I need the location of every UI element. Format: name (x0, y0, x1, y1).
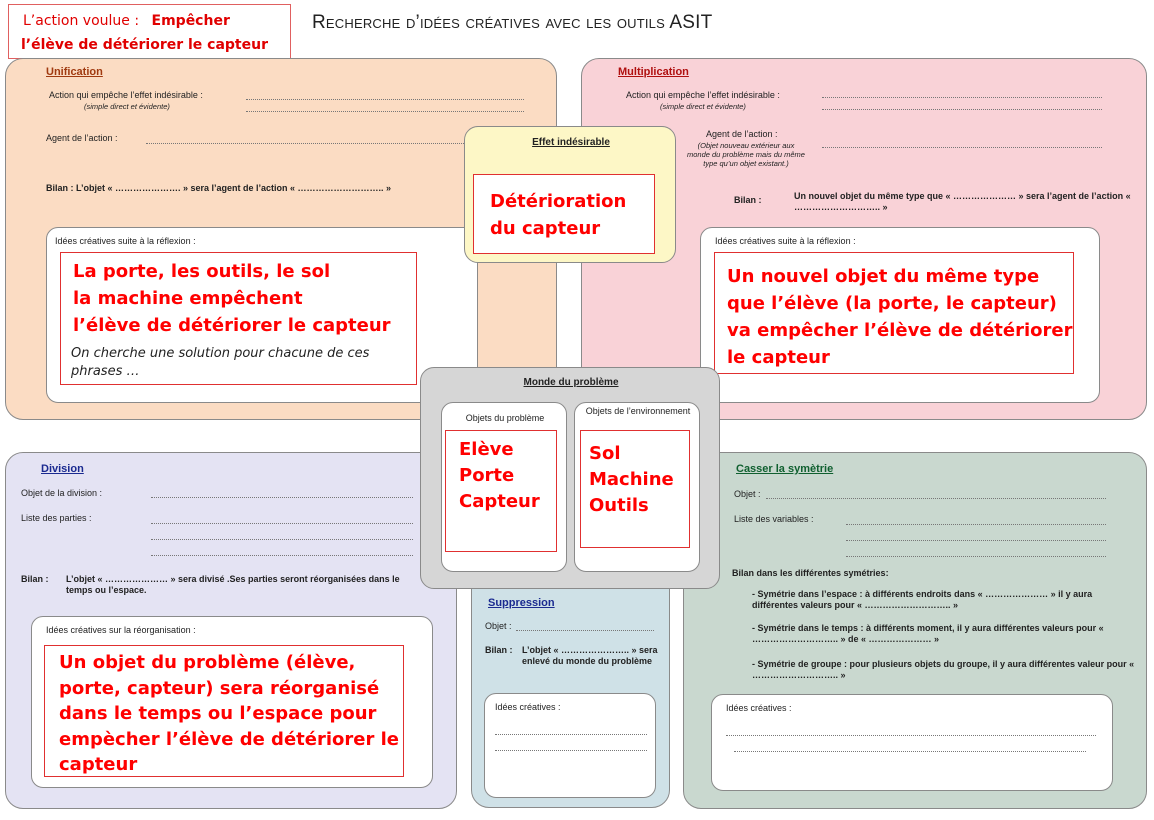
action-voulue-box (8, 4, 291, 59)
suppression-title: Suppression (488, 597, 555, 609)
suppression-ideas-label: Idées créatives : (495, 702, 561, 712)
multiplication-action-note: (simple direct et évidente) (660, 102, 746, 111)
effet-answer: Détérioration du capteur (490, 191, 627, 239)
unification-bilan: Bilan : L’objet « …………………. » sera l’agent de l’action « ……………………….. » (46, 183, 392, 193)
monde-col2-answer-box (580, 430, 690, 548)
multiplication-agent-note: (Objet nouveau extérieur aux monde du problème mais du même type qu’un objet existant.) (687, 141, 805, 168)
unification-agent-label: Agent de l’action : (46, 133, 118, 143)
effet-answer-box (473, 174, 655, 254)
monde-col1-answer-box (445, 430, 557, 552)
division-answer-box (44, 645, 404, 777)
multiplication-ideas-label: Idées créatives suite à la réflexion : (715, 236, 856, 246)
effet-title: Effet indésirable (532, 137, 610, 148)
division-answer: Un objet du problème (élève, porte, capteur) sera réorganisé dans le temps ou l’espace pour empècher l’élève de détériorer le capteur (59, 652, 399, 775)
symetrie-ideas-box (711, 694, 1113, 791)
multiplication-bilan-label: Bilan : (734, 195, 762, 205)
symetrie-objet-label: Objet : (734, 489, 761, 499)
symetrie-groupe: - Symétrie de groupe : pour plusieurs objets du groupe, il y aura différentes valeur pour « ……………………….. » (752, 659, 1135, 680)
unification-action-note: (simple direct et évidente) (84, 102, 170, 111)
monde-col2-answer: Sol Machine Outils (589, 443, 674, 516)
multiplication-bilan: Un nouvel objet du même type que « ………………… » sera l’agent de l’action « ……………………….. » (794, 191, 1131, 212)
monde-col1-label: Objets du problème (465, 413, 545, 423)
action-voulue-value: Empêcher (151, 13, 230, 29)
unification-answer-note: On cherche une solution pour chacune de ces phrases … (71, 346, 370, 379)
division-parties-label: Liste des parties : (21, 513, 92, 523)
division-title: Division (41, 463, 84, 475)
symetrie-espace: - Symétrie dans l’espace : à différents endroits dans « ………………… » il y aura différentes valeurs pour « ……………………….. » (752, 589, 1093, 610)
division-bilan-label: Bilan : (21, 574, 49, 584)
suppression-bilan: L’objet « ………………….. » sera enlevé du monde du problème (522, 645, 658, 666)
suppression-ideas-box (484, 693, 656, 798)
monde-title: Monde du problème (523, 377, 619, 388)
symetrie-title: Casser la symètrie (736, 463, 834, 475)
division-bilan: L’objet « ………………… » sera divisé .Ses parties seront réorganisées dans le temps ou l’espace. (66, 574, 400, 595)
suppression-panel (471, 570, 670, 808)
multiplication-action-label: Action qui empêche l’effet indésirable : (626, 90, 780, 100)
monde-col1-answer: Elève Porte Capteur (459, 439, 540, 512)
unification-answer-box (60, 252, 417, 385)
action-voulue-line2: l’élève de détériorer le capteur (21, 37, 268, 53)
unification-ideas-label: Idées créatives suite à la réflexion : (55, 236, 196, 246)
symetrie-panel (683, 452, 1147, 809)
unification-title: Unification (46, 66, 103, 78)
multiplication-answer-box (714, 252, 1074, 374)
unification-action-label: Action qui empêche l’effet indésirable : (49, 90, 203, 100)
symetrie-bilan-title: Bilan dans les différentes symétries: (732, 568, 889, 578)
symetrie-variables-label: Liste des variables : (734, 514, 814, 524)
multiplication-title: Multiplication (618, 66, 689, 78)
division-ideas-label: Idées créatives sur la réorganisation : (46, 625, 196, 635)
division-objet-label: Objet de la division : (21, 488, 103, 498)
suppression-objet-label: Objet : (485, 621, 512, 631)
multiplication-answer: Un nouvel objet du même type que l’élève (la porte, le capteur) va empêcher l’élève de détériorer le capteur (727, 266, 1073, 368)
symetrie-ideas-label: Idées créatives : (726, 703, 792, 713)
action-voulue-label: L’action voulue : (23, 13, 140, 29)
page-title: Recherche d’idées créatives avec les outils ASIT (312, 12, 713, 33)
symetrie-temps: - Symétrie dans le temps : à différents moment, il y aura différentes valeurs pour « ……………………….. » de « ………………… » (752, 623, 1104, 644)
multiplication-agent-label: Agent de l’action : (706, 129, 778, 139)
unification-answer: La porte, les outils, le sol la machine empêchent l’élève de détériorer le capteur (73, 261, 391, 336)
monde-col2-label: Objets de l’environnement (585, 406, 691, 416)
suppression-bilan-label: Bilan : (485, 645, 513, 655)
